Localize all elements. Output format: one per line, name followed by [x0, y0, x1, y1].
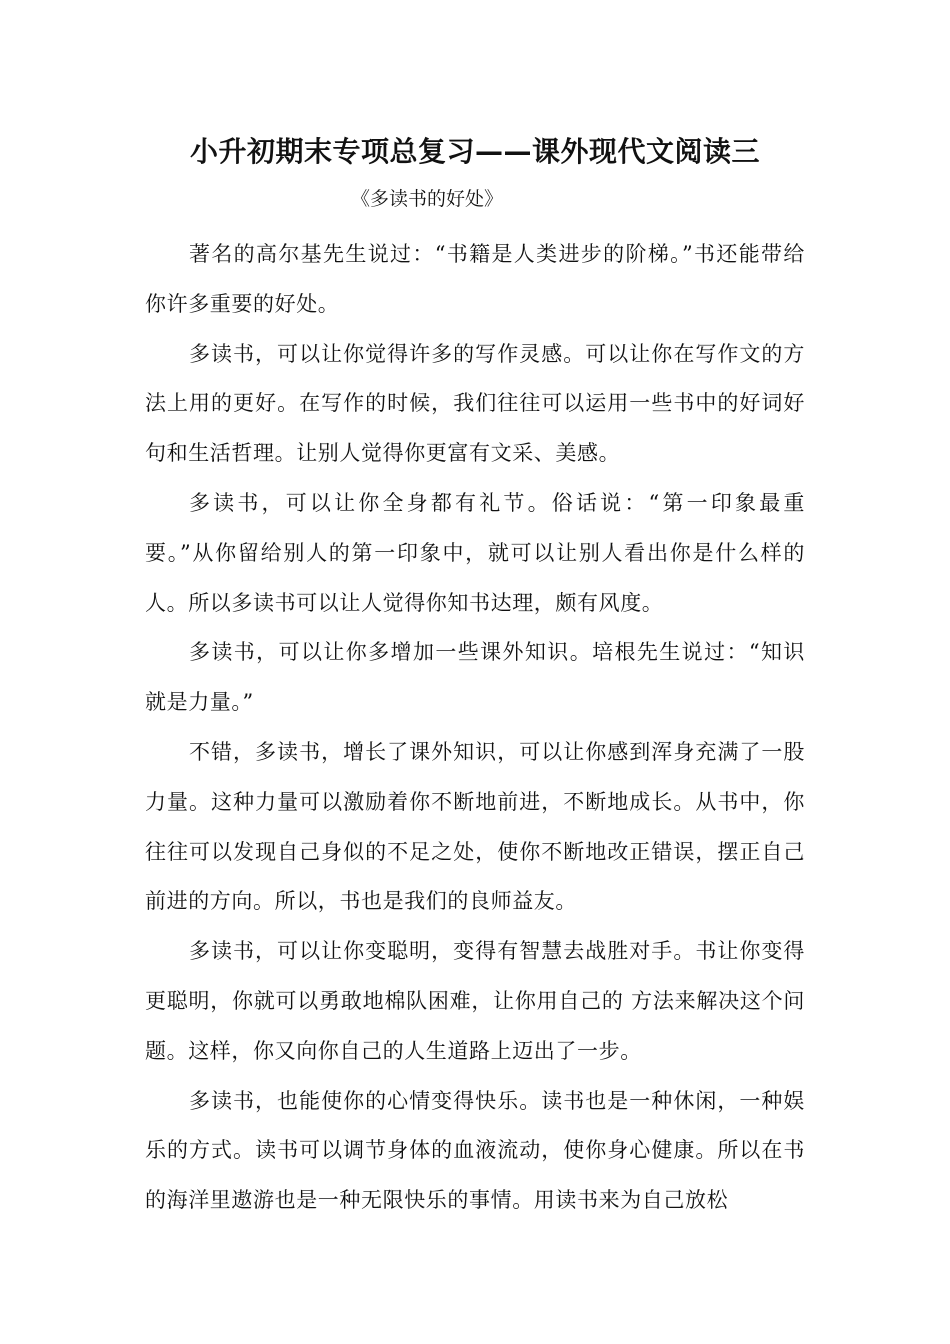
paragraph: 多读书，也能使你的心情变得快乐。读书也是一种休闲，一种娱乐的方式。读书可以调节身体的血液流动，使你身心健康。所以在书的海洋里遨游也是一种无限快乐的事情。用读书来为自己放松 — [145, 1088, 805, 1213]
paragraph: 多读书，可以让你觉得许多的写作灵感。可以让你在写作文的方法上用的更好。在写作的时候，我们往往可以运用一些书中的好词好句和生活哲理。让别人觉得你更富有文采、美感。 — [145, 341, 805, 466]
document-title: 小升初期末专项总复习——课外现代文阅读三 — [189, 135, 760, 168]
paragraph: 多读书，可以让你变聪明，变得有智慧去战胜对手。书让你变得更聪明，你就可以勇敢地棉队困难，让你用自己的 方法来解决这个问题。这样，你又向你自己的人生道路上迈出了一步。 — [145, 939, 805, 1063]
article-title: 《多读书的好处》 — [351, 188, 504, 210]
paragraph: 多读书，可以让你全身都有礼节。俗话说：“第一印象最重要。”从你留给别人的第一印象中，就可以让别人看出你是什么样的人。所以多读书可以让人觉得你知书达理，颇有风度。 — [145, 490, 805, 615]
article-body — [145, 230, 805, 1226]
paragraph: 不错，多读书，增长了课外知识，可以让你感到浑身充满了一股力量。这种力量可以激励着你不断地前进，不断地成长。从书中，你往往可以发现自己身似的不足之处，使你不断地改正错误，摆正自己前进的方向。所以，书也是我们的良师益友。 — [145, 739, 805, 914]
paragraph: 多读书，可以让你多增加一些课外知识。培根先生说过：“知识就是力量。” — [145, 640, 805, 715]
paragraph: 著名的高尔基先生说过：“书籍是人类进步的阶梯。”书还能带给你许多重要的好处。 — [145, 242, 805, 316]
